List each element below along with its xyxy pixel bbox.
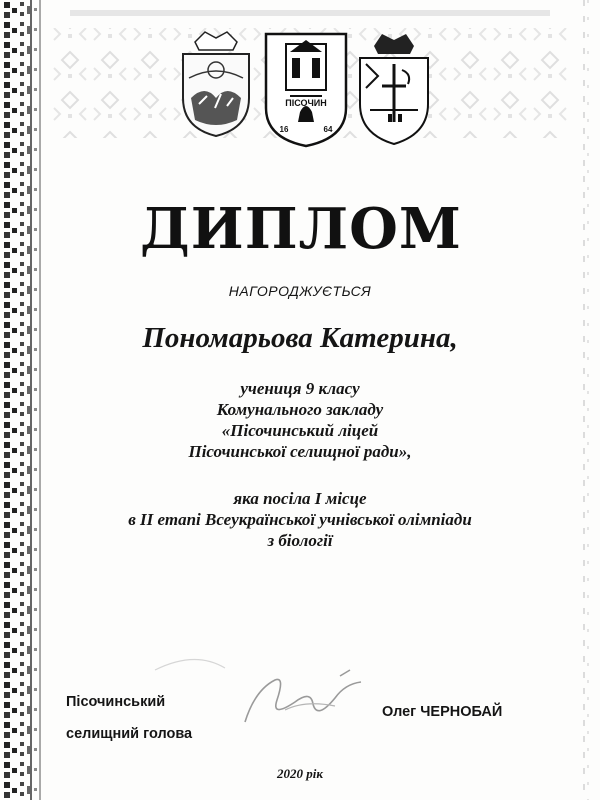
emblem-year-left: 16 bbox=[279, 125, 289, 134]
achievement-line: яка посіла I місце bbox=[233, 489, 367, 508]
emblem-year-right: 64 bbox=[323, 125, 333, 134]
right-edge-border bbox=[578, 0, 592, 800]
award-label: НАГОРОДЖУЄТЬСЯ bbox=[228, 283, 372, 299]
coat-of-arms-pisochyn-icon bbox=[262, 30, 350, 148]
info-line: Пісочинської селищної ради», bbox=[188, 442, 412, 461]
info-line: Комунального закладу bbox=[216, 400, 384, 419]
coat-of-arms-right-icon bbox=[352, 30, 436, 148]
recipient-info bbox=[60, 378, 540, 462]
recipient-name: Пономарьова Катерина, bbox=[142, 322, 458, 354]
embroidery-border bbox=[0, 0, 46, 800]
issue-year: 2020 рік bbox=[277, 766, 323, 781]
diploma-title: ДИПЛОМ bbox=[140, 196, 462, 262]
info-line: «Пісочинський ліцей bbox=[221, 421, 379, 440]
achievement-line: з біології bbox=[267, 531, 333, 550]
coat-of-arms-left-icon bbox=[175, 28, 257, 140]
signer-position-line: селищний голова bbox=[66, 726, 193, 742]
achievement-line: в II етапі Всеукраїнської учнівської олімпіади bbox=[128, 510, 472, 529]
signer-position-line: Пісочинський bbox=[66, 694, 166, 710]
signer-name: Олег ЧЕРНОБАЙ bbox=[382, 704, 503, 720]
emblem-town-text: ПІСОЧИН bbox=[285, 98, 327, 108]
signer-position bbox=[66, 686, 192, 750]
achievement-text bbox=[60, 488, 540, 551]
info-line: учениця 9 класу bbox=[240, 379, 360, 398]
